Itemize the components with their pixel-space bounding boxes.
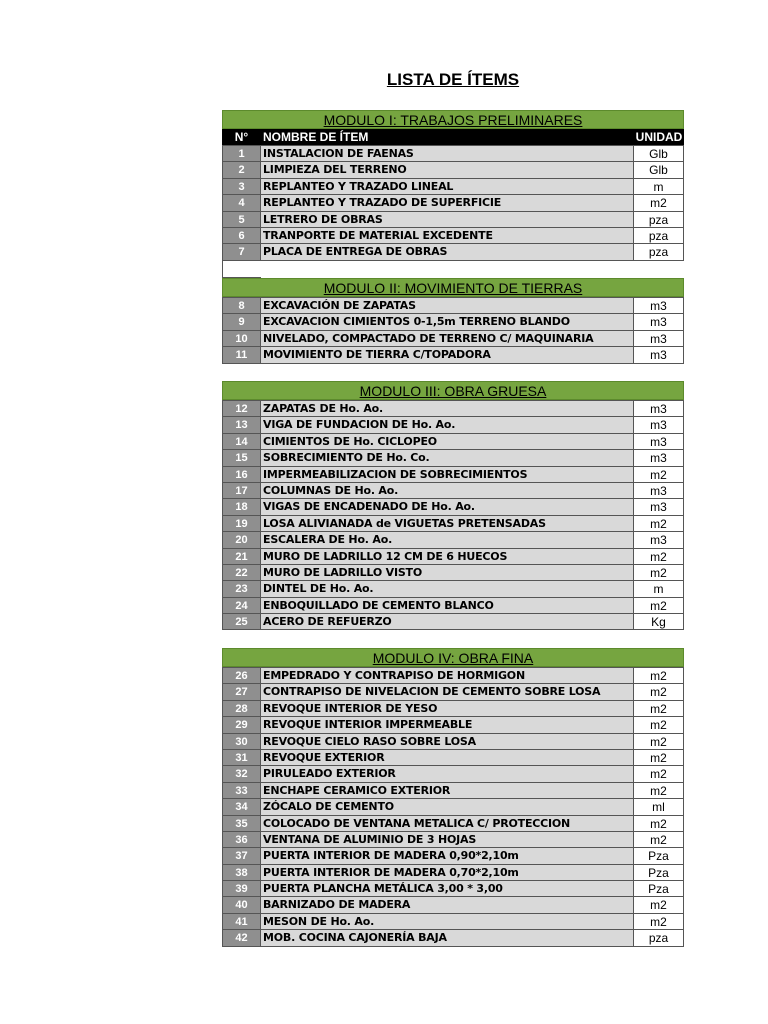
table-row bbox=[222, 799, 684, 815]
table-row bbox=[222, 750, 684, 766]
item-number: 37 bbox=[222, 848, 261, 863]
item-unit: pza bbox=[634, 228, 684, 243]
item-unit: m2 bbox=[634, 684, 684, 699]
item-unit: m2 bbox=[634, 766, 684, 781]
item-name: MURO DE LADRILLO 12 CM DE 6 HUECOS bbox=[261, 549, 634, 564]
item-number: 25 bbox=[222, 614, 261, 629]
table-row bbox=[222, 614, 684, 630]
table-row bbox=[222, 516, 684, 532]
item-name: REPLANTEO Y TRAZADO LINEAL bbox=[261, 179, 634, 194]
item-number: 3 bbox=[222, 179, 261, 194]
table-row bbox=[222, 717, 684, 733]
table-row bbox=[222, 734, 684, 750]
table-row bbox=[222, 195, 684, 211]
item-number: 14 bbox=[222, 434, 261, 449]
item-unit: m2 bbox=[634, 467, 684, 482]
item-name: EXCAVACION CIMIENTOS 0-1,5m TERRENO BLANDO bbox=[261, 314, 634, 329]
item-number: 34 bbox=[222, 799, 261, 814]
item-unit: m3 bbox=[634, 450, 684, 465]
table-row bbox=[222, 146, 684, 162]
table-row bbox=[222, 467, 684, 483]
item-name: COLOCADO DE VENTANA METALICA C/ PROTECCION bbox=[261, 816, 634, 831]
item-unit: m2 bbox=[634, 717, 684, 732]
module-1-rows bbox=[222, 145, 684, 261]
item-name: ENBOQUILLADO DE CEMENTO BLANCO bbox=[261, 598, 634, 613]
item-unit: pza bbox=[634, 244, 684, 259]
item-unit: m3 bbox=[634, 298, 684, 313]
column-header-unit: UNIDAD bbox=[635, 130, 683, 144]
table-row bbox=[222, 565, 684, 581]
item-name: MOVIMIENTO DE TIERRA C/TOPADORA bbox=[261, 347, 634, 362]
item-name: MURO DE LADRILLO VISTO bbox=[261, 565, 634, 580]
table-row bbox=[222, 347, 684, 363]
table-row bbox=[222, 848, 684, 864]
item-name: REVOQUE INTERIOR DE YESO bbox=[261, 701, 634, 716]
item-name: BARNIZADO DE MADERA bbox=[261, 897, 634, 912]
item-name: PLACA DE ENTREGA DE OBRAS bbox=[261, 244, 634, 259]
module-2-table bbox=[222, 278, 684, 364]
item-name: SOBRECIMIENTO DE Ho. Co. bbox=[261, 450, 634, 465]
item-unit: m3 bbox=[634, 401, 684, 416]
item-number: 29 bbox=[222, 717, 261, 732]
item-number: 35 bbox=[222, 816, 261, 831]
item-unit: Glb bbox=[634, 146, 684, 161]
item-unit: m3 bbox=[634, 532, 684, 547]
item-name: REVOQUE EXTERIOR bbox=[261, 750, 634, 765]
item-name: PUERTA PLANCHA METÁLICA 3,00 * 3,00 bbox=[261, 881, 634, 896]
item-name: PUERTA INTERIOR DE MADERA 0,70*2,10m bbox=[261, 865, 634, 880]
item-number: 27 bbox=[222, 684, 261, 699]
item-number: 39 bbox=[222, 881, 261, 896]
item-unit: m2 bbox=[634, 914, 684, 929]
item-name: EXCAVACIÓN DE ZAPATAS bbox=[261, 298, 634, 313]
table-row bbox=[222, 598, 684, 614]
item-name: INSTALACION DE FAENAS bbox=[261, 146, 634, 161]
table-row bbox=[222, 314, 684, 330]
item-name: PIRULEADO EXTERIOR bbox=[261, 766, 634, 781]
item-unit: Glb bbox=[634, 162, 684, 177]
item-number: 17 bbox=[222, 483, 261, 498]
item-unit: m bbox=[634, 581, 684, 596]
item-number: 8 bbox=[222, 298, 261, 313]
table-row bbox=[222, 179, 684, 195]
table-row bbox=[222, 766, 684, 782]
item-number: 7 bbox=[222, 244, 261, 259]
item-name: PUERTA INTERIOR DE MADERA 0,90*2,10m bbox=[261, 848, 634, 863]
item-number: 24 bbox=[222, 598, 261, 613]
module-2-rows bbox=[222, 297, 684, 364]
item-unit: m2 bbox=[634, 598, 684, 613]
item-unit: Pza bbox=[634, 881, 684, 896]
item-number: 9 bbox=[222, 314, 261, 329]
table-row bbox=[222, 701, 684, 717]
item-name: CONTRAPISO DE NIVELACION DE CEMENTO SOBRE LOSA bbox=[261, 684, 634, 699]
item-name: ESCALERA DE Ho. Ao. bbox=[261, 532, 634, 547]
item-unit: pza bbox=[634, 212, 684, 227]
item-name: LETRERO DE OBRAS bbox=[261, 212, 634, 227]
module-1-title: MODULO I: TRABAJOS PRELIMINARES bbox=[222, 110, 684, 129]
item-name: ZÓCALO DE CEMENTO bbox=[261, 799, 634, 814]
item-number: 10 bbox=[222, 331, 261, 346]
item-number: 16 bbox=[222, 467, 261, 482]
item-number: 36 bbox=[222, 832, 261, 847]
page-title: LISTA DE ÍTEMS bbox=[386, 70, 520, 89]
item-name: LIMPIEZA DEL TERRENO bbox=[261, 162, 634, 177]
item-number: 18 bbox=[222, 499, 261, 514]
item-unit: m3 bbox=[634, 314, 684, 329]
table-row bbox=[222, 581, 684, 597]
table-row bbox=[222, 816, 684, 832]
item-unit: m2 bbox=[634, 549, 684, 564]
table-row bbox=[222, 401, 684, 417]
item-name: REPLANTEO Y TRAZADO DE SUPERFICIE bbox=[261, 195, 634, 210]
table-row bbox=[222, 684, 684, 700]
column-header-name: NOMBRE DE ÍTEM bbox=[263, 130, 369, 144]
item-name: VENTANA DE ALUMINIO DE 3 HOJAS bbox=[261, 832, 634, 847]
module-4-table bbox=[222, 648, 684, 947]
module-3-rows bbox=[222, 400, 684, 630]
module-2-title: MODULO II: MOVIMIENTO DE TIERRAS bbox=[222, 278, 684, 297]
table-row bbox=[222, 668, 684, 684]
item-unit: m2 bbox=[634, 668, 684, 683]
item-number: 15 bbox=[222, 450, 261, 465]
item-name: REVOQUE INTERIOR IMPERMEABLE bbox=[261, 717, 634, 732]
item-number: 31 bbox=[222, 750, 261, 765]
item-unit: pza bbox=[634, 930, 684, 945]
table-row bbox=[222, 499, 684, 515]
item-number: 23 bbox=[222, 581, 261, 596]
item-name: ZAPATAS DE Ho. Ao. bbox=[261, 401, 634, 416]
table-row bbox=[222, 881, 684, 897]
item-number: 33 bbox=[222, 783, 261, 798]
item-name: MESON DE Ho. Ao. bbox=[261, 914, 634, 929]
item-number: 22 bbox=[222, 565, 261, 580]
item-unit: m2 bbox=[634, 565, 684, 580]
item-number: 4 bbox=[222, 195, 261, 210]
module-1-table bbox=[222, 110, 684, 261]
table-row bbox=[222, 162, 684, 178]
item-number: 1 bbox=[222, 146, 261, 161]
table-row bbox=[222, 532, 684, 548]
item-name: LOSA ALIVIANADA de VIGUETAS PRETENSADAS bbox=[261, 516, 634, 531]
table-row bbox=[222, 865, 684, 881]
item-number: 19 bbox=[222, 516, 261, 531]
empty-cell bbox=[222, 261, 261, 278]
item-unit: m3 bbox=[634, 434, 684, 449]
item-unit: m bbox=[634, 179, 684, 194]
item-name: VIGA DE FUNDACION DE Ho. Ao. bbox=[261, 417, 634, 432]
item-number: 41 bbox=[222, 914, 261, 929]
item-unit: m3 bbox=[634, 483, 684, 498]
item-unit: m2 bbox=[634, 734, 684, 749]
column-header-number: N° bbox=[234, 130, 249, 144]
module-3-table bbox=[222, 381, 684, 630]
item-number: 20 bbox=[222, 532, 261, 547]
table-row bbox=[222, 244, 684, 260]
item-unit: m3 bbox=[634, 331, 684, 346]
item-name: IMPERMEABILIZACION DE SOBRECIMIENTOS bbox=[261, 467, 634, 482]
table-row bbox=[222, 483, 684, 499]
table-row bbox=[222, 450, 684, 466]
item-name: DINTEL DE Ho. Ao. bbox=[261, 581, 634, 596]
item-number: 21 bbox=[222, 549, 261, 564]
item-unit: Kg bbox=[634, 614, 684, 629]
table-row bbox=[222, 434, 684, 450]
table-row bbox=[222, 549, 684, 565]
item-unit: m2 bbox=[634, 832, 684, 847]
table-row bbox=[222, 331, 684, 347]
item-number: 11 bbox=[222, 347, 261, 362]
table-row bbox=[222, 897, 684, 913]
item-unit: m2 bbox=[634, 195, 684, 210]
item-number: 32 bbox=[222, 766, 261, 781]
item-number: 2 bbox=[222, 162, 261, 177]
item-unit: m3 bbox=[634, 499, 684, 514]
item-number: 5 bbox=[222, 212, 261, 227]
item-name: ENCHAPE CERAMICO EXTERIOR bbox=[261, 783, 634, 798]
module-4-rows bbox=[222, 667, 684, 947]
item-name: EMPEDRADO Y CONTRAPISO DE HORMIGON bbox=[261, 668, 634, 683]
item-number: 26 bbox=[222, 668, 261, 683]
item-number: 13 bbox=[222, 417, 261, 432]
item-number: 6 bbox=[222, 228, 261, 243]
item-name: ACERO DE REFUERZO bbox=[261, 614, 634, 629]
item-name: COLUMNAS DE Ho. Ao. bbox=[261, 483, 634, 498]
item-number: 40 bbox=[222, 897, 261, 912]
item-unit: Pza bbox=[634, 848, 684, 863]
table-row bbox=[222, 930, 684, 946]
item-unit: m2 bbox=[634, 516, 684, 531]
item-unit: m2 bbox=[634, 750, 684, 765]
table-row bbox=[222, 832, 684, 848]
item-name: NIVELADO, COMPACTADO DE TERRENO C/ MAQUINARIA bbox=[261, 331, 634, 346]
table-row bbox=[222, 298, 684, 314]
item-unit: Pza bbox=[634, 865, 684, 880]
table-row bbox=[222, 914, 684, 930]
item-unit: m2 bbox=[634, 816, 684, 831]
item-unit: m2 bbox=[634, 701, 684, 716]
item-name: TRANPORTE DE MATERIAL EXCEDENTE bbox=[261, 228, 634, 243]
item-number: 12 bbox=[222, 401, 261, 416]
table-row bbox=[222, 783, 684, 799]
module-3-title: MODULO III: OBRA GRUESA bbox=[222, 381, 684, 400]
item-number: 30 bbox=[222, 734, 261, 749]
module-4-title: MODULO IV: OBRA FINA bbox=[222, 648, 684, 667]
item-unit: m2 bbox=[634, 897, 684, 912]
item-name: VIGAS DE ENCADENADO DE Ho. Ao. bbox=[261, 499, 634, 514]
item-unit: m2 bbox=[634, 783, 684, 798]
item-unit: m3 bbox=[634, 347, 684, 362]
item-number: 28 bbox=[222, 701, 261, 716]
item-name: MOB. COCINA CAJONERÍA BAJA bbox=[261, 930, 634, 945]
table-row bbox=[222, 417, 684, 433]
item-number: 38 bbox=[222, 865, 261, 880]
item-number: 42 bbox=[222, 930, 261, 945]
column-header-row bbox=[222, 129, 684, 145]
item-name: CIMIENTOS DE Ho. CICLOPEO bbox=[261, 434, 634, 449]
item-name: REVOQUE CIELO RASO SOBRE LOSA bbox=[261, 734, 634, 749]
item-unit: ml bbox=[634, 799, 684, 814]
table-row bbox=[222, 212, 684, 228]
item-unit: m3 bbox=[634, 417, 684, 432]
table-row bbox=[222, 228, 684, 244]
